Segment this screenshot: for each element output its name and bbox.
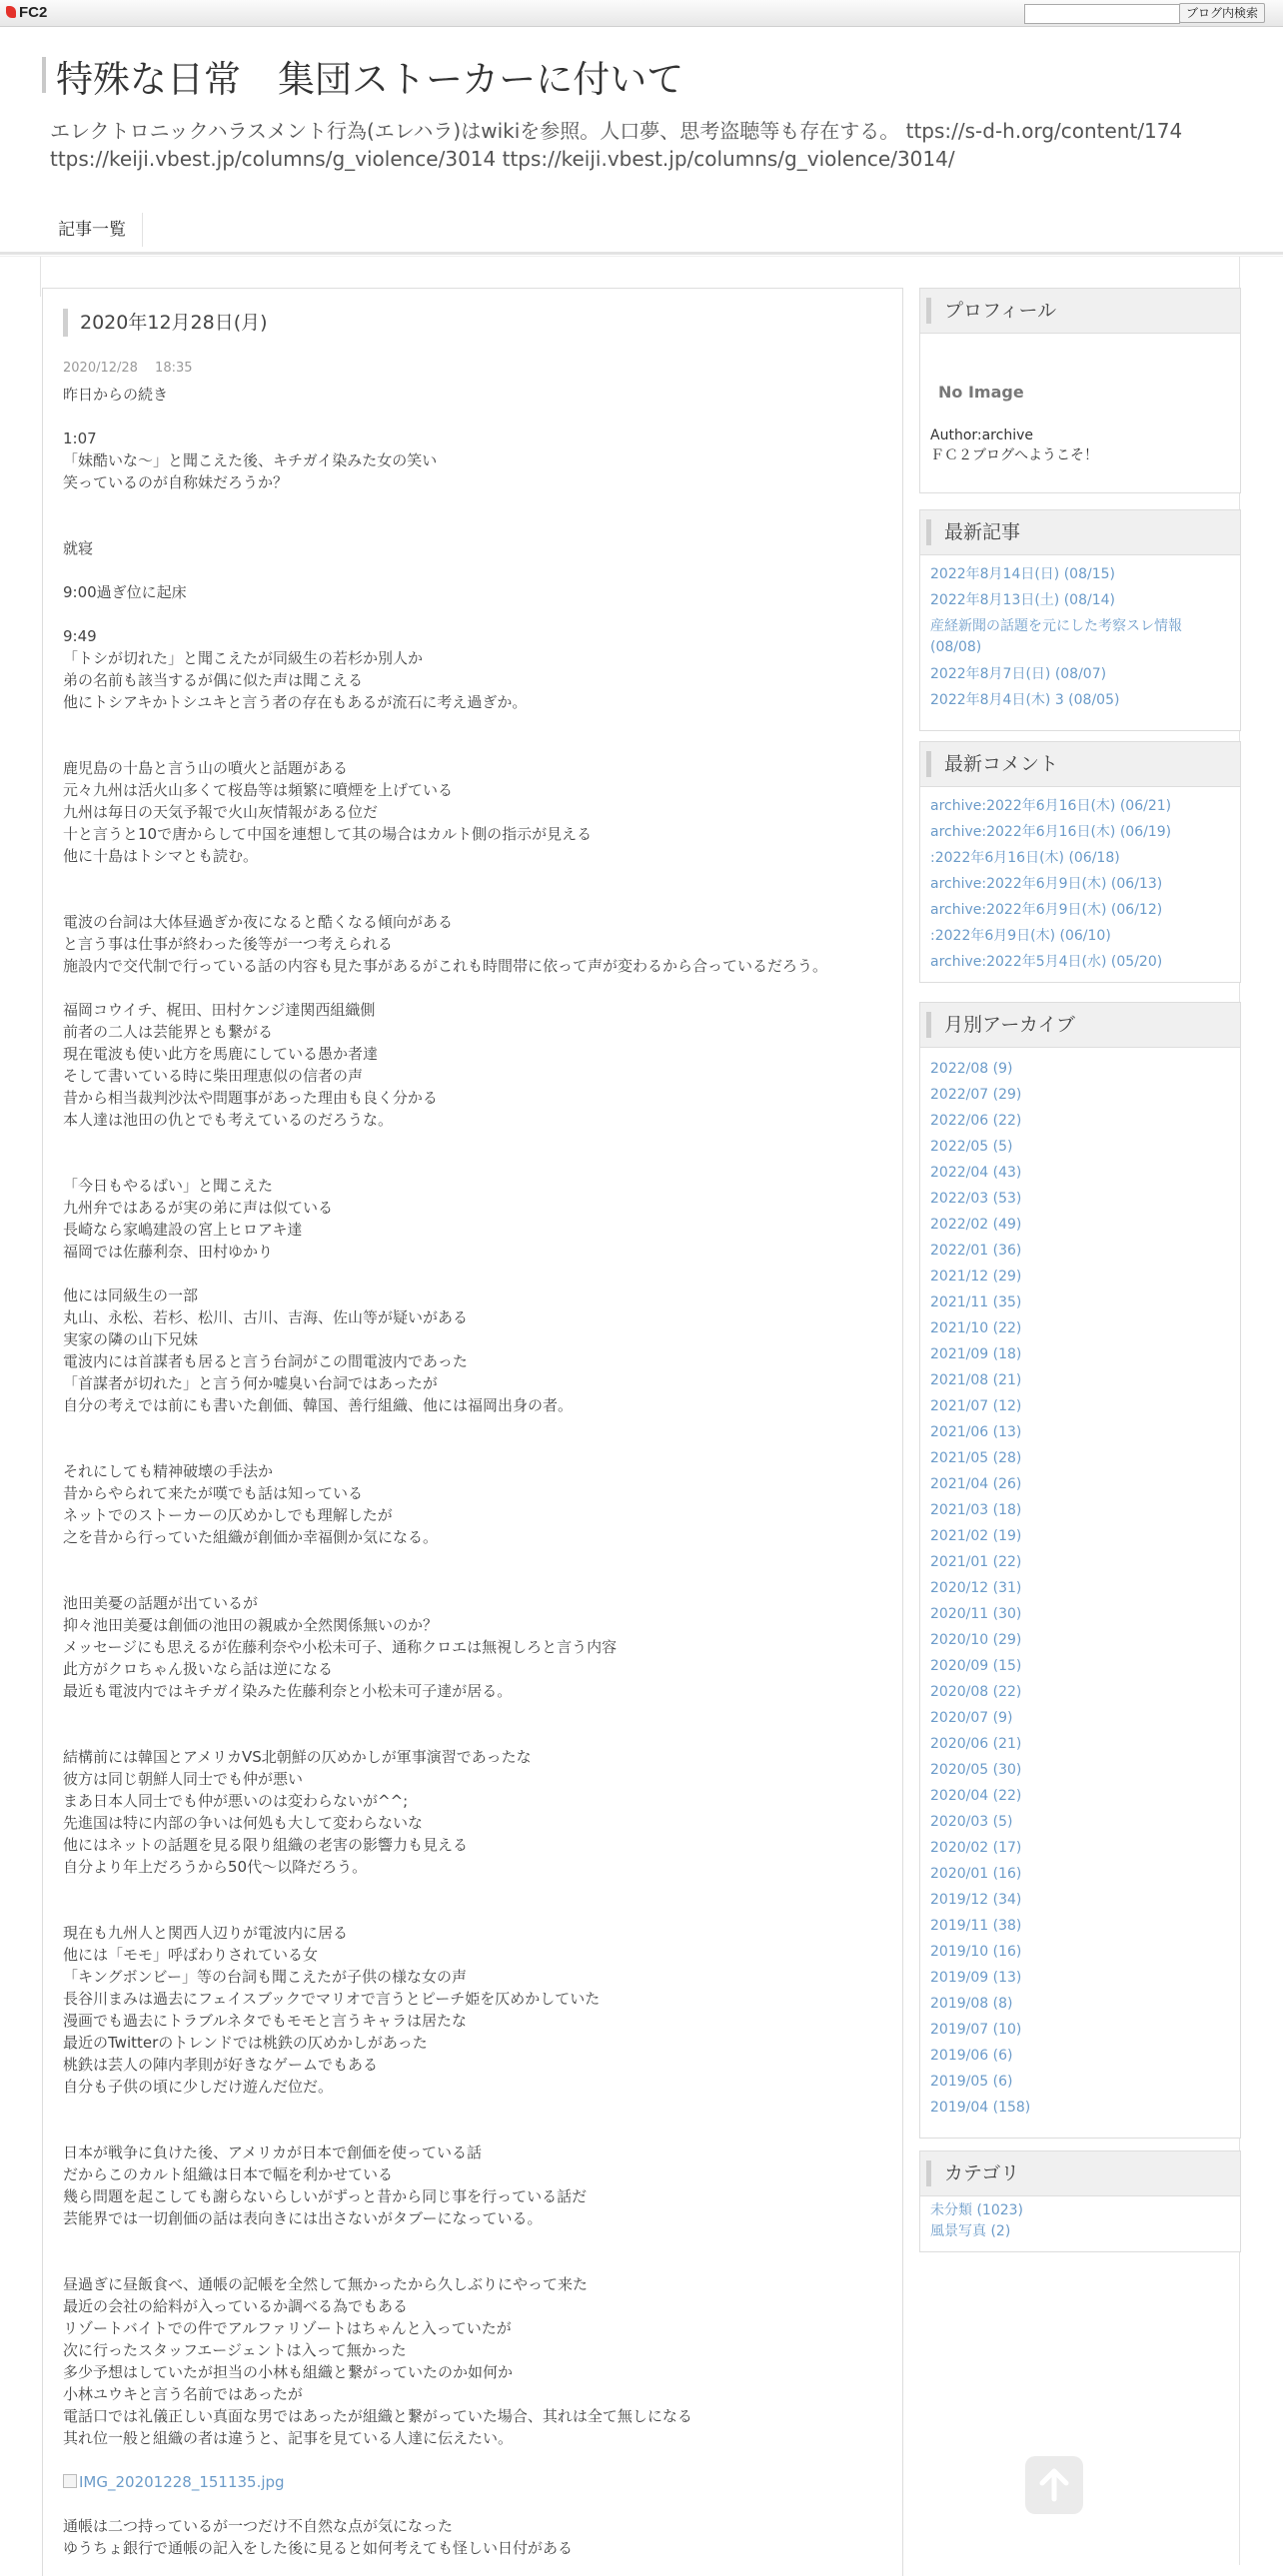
blog-description-line-2: ttps://keiji.vbest.jp/columns/g_violence/3014 ttps://keiji.vbest.jp/columns/g_violence/3014/ bbox=[50, 147, 955, 171]
entry-body bbox=[63, 384, 892, 2559]
blog-description bbox=[50, 117, 1279, 175]
entry-body-text-continued: 通帳は二つ持っているが一つだけ不自然な点が気になった ゆうちょ銀行で通帳の記入をした後に見ると如何考えても怪しい日付がある bbox=[63, 2517, 574, 2557]
sidebar-recent-comments bbox=[919, 741, 1241, 983]
recent-comment-link[interactable]: archive:2022年6月9日(木) (06/13) bbox=[930, 876, 1163, 892]
archive-month-link[interactable]: 2022/02 (49) bbox=[930, 1217, 1022, 1233]
archive-month-link[interactable]: 2020/07 (9) bbox=[930, 1710, 1013, 1726]
sidebar-archive-title: 月別アーカイブ bbox=[944, 1014, 1075, 1036]
archive-month-link[interactable]: 2021/12 (29) bbox=[930, 1269, 1022, 1285]
profile-no-image: No Image bbox=[938, 383, 1024, 402]
sidebar-recent-posts-title: 最新記事 bbox=[944, 521, 1021, 543]
sidebar-categories-title: カテゴリ bbox=[944, 2162, 1020, 2184]
archive-month-link[interactable]: 2022/07 (29) bbox=[930, 1087, 1022, 1103]
main-content bbox=[42, 288, 903, 2576]
archive-month-link[interactable]: 2019/08 (8) bbox=[930, 1996, 1013, 2012]
blog-search-button[interactable]: ブログ内検索 bbox=[1179, 3, 1265, 23]
left-guide-line bbox=[40, 257, 41, 297]
archive-month-link[interactable]: 2019/11 (38) bbox=[930, 1918, 1022, 1934]
category-link[interactable]: 未分類 (1023) bbox=[930, 2202, 1024, 2218]
archive-month-link[interactable]: 2022/04 (43) bbox=[930, 1165, 1022, 1181]
archive-month-link[interactable]: 2021/07 (12) bbox=[930, 1398, 1022, 1414]
archive-month-link[interactable]: 2021/05 (28) bbox=[930, 1450, 1022, 1466]
recent-post-link[interactable]: 2022年8月14日(日) (08/15) bbox=[930, 566, 1115, 582]
fc2-toolbar bbox=[0, 0, 1283, 27]
archive-month-link[interactable]: 2020/01 (16) bbox=[930, 1866, 1022, 1882]
sidebar-recent-posts-header bbox=[920, 510, 1240, 555]
archive-month-link[interactable]: 2020/02 (17) bbox=[930, 1840, 1022, 1856]
sidebar-title-accent bbox=[926, 298, 931, 324]
fc2-logo-text: FC2 bbox=[19, 4, 48, 21]
archive-month-link[interactable]: 2022/05 (5) bbox=[930, 1139, 1013, 1155]
archive-month-link[interactable]: 2019/10 (16) bbox=[930, 1944, 1022, 1960]
archive-month-link[interactable]: 2020/08 (22) bbox=[930, 1684, 1022, 1700]
header-divider bbox=[0, 252, 1283, 255]
archive-month-link[interactable]: 2020/04 (22) bbox=[930, 1788, 1022, 1804]
sidebar-recent-posts bbox=[919, 509, 1241, 731]
archive-month-link[interactable]: 2019/07 (10) bbox=[930, 2022, 1022, 2038]
entry-title[interactable]: 2020年12月28日(月) bbox=[63, 309, 268, 337]
archive-list bbox=[920, 1048, 1240, 2131]
archive-month-link[interactable]: 2021/01 (22) bbox=[930, 1554, 1022, 1570]
recent-post-link[interactable]: 2022年8月4日(木) 3 (08/05) bbox=[930, 692, 1120, 708]
archive-month-link[interactable]: 2019/04 (158) bbox=[930, 2100, 1031, 2116]
archive-month-link[interactable]: 2021/08 (21) bbox=[930, 1372, 1022, 1388]
recent-comment-link[interactable]: archive:2022年6月16日(木) (06/21) bbox=[930, 798, 1172, 814]
archive-month-link[interactable]: 2021/10 (22) bbox=[930, 1320, 1022, 1336]
profile-author: Author:archive bbox=[930, 428, 1033, 443]
profile-welcome: ＦＣ２ブログへようこそ！ bbox=[930, 447, 1098, 463]
archive-month-link[interactable]: 2020/06 (21) bbox=[930, 1736, 1022, 1752]
archive-month-link[interactable]: 2019/12 (34) bbox=[930, 1892, 1022, 1908]
sidebar-recent-comments-header bbox=[920, 742, 1240, 787]
archive-month-link[interactable]: 2020/11 (30) bbox=[930, 1606, 1022, 1622]
sidebar-categories-header bbox=[920, 2151, 1240, 2196]
sidebar-profile-header bbox=[920, 289, 1240, 334]
sidebar-profile-title: プロフィール bbox=[944, 300, 1057, 322]
scroll-to-top-button[interactable] bbox=[1025, 2456, 1083, 2514]
fc2-logo[interactable] bbox=[6, 4, 47, 21]
archive-month-link[interactable]: 2022/01 (36) bbox=[930, 1243, 1022, 1259]
entry-image-link[interactable] bbox=[63, 2473, 285, 2491]
archive-month-link[interactable]: 2020/03 (5) bbox=[930, 1814, 1013, 1830]
archive-month-link[interactable]: 2022/08 (9) bbox=[930, 1061, 1013, 1077]
recent-post-link[interactable]: 2022年8月7日(日) (08/07) bbox=[930, 666, 1107, 682]
sidebar-monthly-archive bbox=[919, 1002, 1241, 2139]
header-divider-thin bbox=[0, 256, 1283, 257]
nav-article-list[interactable]: 記事一覧 bbox=[42, 213, 143, 247]
sidebar-categories bbox=[919, 2150, 1241, 2252]
archive-month-link[interactable]: 2019/09 (13) bbox=[930, 1970, 1022, 1986]
archive-month-link[interactable]: 2020/12 (31) bbox=[930, 1580, 1022, 1596]
blog-description-line-1: エレクトロニックハラスメント行為(エレハラ)はwikiを参照。人口夢、思考盗聴等も存在する。 ttps://s-d-h.org/content/174 bbox=[50, 119, 1183, 143]
broken-image-icon bbox=[63, 2474, 77, 2488]
recent-post-link[interactable]: 2022年8月13日(土) (08/14) bbox=[930, 592, 1115, 608]
sidebar-title-accent bbox=[926, 519, 931, 545]
archive-month-link[interactable]: 2019/06 (6) bbox=[930, 2048, 1013, 2064]
fc2-logo-icon bbox=[6, 6, 16, 18]
archive-month-link[interactable]: 2021/04 (26) bbox=[930, 1476, 1022, 1492]
archive-month-link[interactable]: 2021/06 (13) bbox=[930, 1424, 1022, 1440]
archive-month-link[interactable]: 2021/09 (18) bbox=[930, 1346, 1022, 1362]
recent-comment-link[interactable]: archive:2022年6月9日(木) (06/12) bbox=[930, 902, 1163, 918]
blog-title[interactable]: 特殊な日常 集団ストーカーに付いて bbox=[56, 58, 684, 101]
sidebar-archive-header bbox=[920, 1003, 1240, 1048]
sidebar-title-accent bbox=[926, 1012, 931, 1038]
blog-search-input[interactable] bbox=[1024, 4, 1180, 24]
archive-month-link[interactable]: 2020/05 (30) bbox=[930, 1762, 1022, 1778]
category-link[interactable]: 風景写真 (2) bbox=[930, 2223, 1011, 2239]
archive-month-link[interactable]: 2020/09 (15) bbox=[930, 1658, 1022, 1674]
sidebar-title-accent bbox=[926, 751, 931, 777]
archive-month-link[interactable]: 2019/05 (6) bbox=[930, 2074, 1013, 2090]
title-accent-bar bbox=[42, 57, 46, 93]
entry-date: 2020/12/28 18:35 bbox=[63, 361, 193, 376]
sidebar-recent-comments-title: 最新コメント bbox=[944, 753, 1059, 775]
recent-post-link[interactable]: 産経新聞の話題を元にした考察スレ情報 (08/08) bbox=[930, 618, 1182, 655]
entry-body-text: 昨日からの続き 1:07 「妹酷いな～」と聞こえた後、キチガイ染みた女の笑い 笑っているのが自称妹だろうか？ 就寝 9:00過ぎ位に起床 9:49 「トシが切れた」と聞こえたが同級生の若杉か別人か 弟の名前も該当するが偶に似た声は聞こえる 他にトシアキかトシユキと言う者の存在もあるが流石に考え過ぎか。 鹿児島の十島と言う山の噴火と話題がある 元々九州は活火山多くて桜島等は頻繁に噴煙を上げている 九州は毎日の天気予報で火山灰情報がある位だ 十と言うと10で唐からして中国を連想して其の場合はカルト側の指示が見える 他に十島はトシマとも読む。 電波の台詞は大体昼過ぎか夜になると酷くなる傾向がある と言う事は仕事が終わった後等が一つ考えられる 施設内で交代制で行っている話の内容も見た事があるがこれも時間帯に依って声が変わるから合っているだろう。 福岡コウイチ、梶田、田村ケンジ達関西組織側 前者の二人は芸能界とも繋がる 現在電波も使い此方を馬鹿にしている愚か者達 そして書いている時に柴田理恵似の信者の声 昔から相当裁判沙汰や問題事があった理由も良く分かる 本人達は池田の仇とでも考えているのだろうな。 「今日もやるばい」と聞こえた 九州弁ではあるが実の弟に声は似ている 長崎なら家嶋建設の宮上ヒロアキ達 福岡では佐藤利奈、田村ゆかり 他には同級生の一部 丸山、永松、若杉、松川、古川、吉海、佐山等が疑いがある 実家の隣の山下兄妹 電波内には首謀者も居ると言う台詞がこの間電波内であった 「首謀者が切れた」と言う何か嘘臭い台詞ではあったが 自分の考えでは前にも書いた創価、韓国、善行組織、他には福岡出身の者。 それにしても精神破壊の手法か 昔からやられて来たが嘆でも話は知っている ネットでのストーカーの仄めかしでも理解したが 之を昔から行っていた組織が創価か幸福側か気になる。 池田美憂の話題が出ているが 抑々池田美憂は創価の池田の親戚か全然関係無いのか？ メッセージにも思えるが佐藤利奈や小松未可子、通称クロエは無視しろと言う内容 此方がクロちゃん扱いなら話は逆になる 最近も電波内ではキチガイ染みた佐藤利奈と小松未可子達が居る。 結構前には韓国とアメリカVS北朝鮮の仄めかしが軍事演習であったな 彼方は同じ朝鮮人同士でも仲が悪い まあ日本人同士でも仲が悪いのは変わらないが^^; 先進国は特に内部の争いは何処も大して変わらないな 他にはネットの話題を見る限り組織の老害の影響力も見える 自分より年上だろうから50代～以降だろう。 現在も九州人と関西人辺りが電波内に居る 他には「モモ」呼ばわりされている女 「キングボンビー」等の台詞も聞こえたが子供の様な女の声 長谷川まみは過去にフェイスブックでマリオで言うとピーチ姫を仄めかしていた 漫画でも過去にトラブルネタでもモモと言うキャラは居たな 最近のTwitterのトレンドでは桃鉄の仄めかしがあった 桃鉄は芸人の陣内孝則が好きなゲームでもある 自分も子供の頃に少しだけ遊んだ位だ。 日本が戦争に負けた後、アメリカが日本で創価を使っている話 だからこのカルト組織は日本で幅を利かせている 幾ら問題を起こしても謝らないらしいがずっと昔から同じ事を行っている話だ 芸能界では一切創価の話は表向きには出さないがタブーになっている。 昼過ぎに昼飯食べ、通帳の記帳を全然して無かったから久しぶりにやって来た 最近の会社の給料が入っているか調べる為でもある リゾートバイトでの件でアルファリゾートはちゃんと入っていたが 次に行ったスタッフエージェントは入って無かった 多少予想はしていたが担当の小林も組織と繋がっていたのか如何か 小林ユウキと言う名前ではあったが 電話口では礼儀正しい真面な男ではあったが組織と繋がっていた場合、其れは全て無しになる 其れ位一般と組織の者は違うと、記事を見ている人達に伝えたい。 bbox=[63, 386, 828, 2447]
recent-comment-link[interactable]: archive:2022年5月4日(水) (05/20) bbox=[930, 954, 1163, 970]
arrow-up-icon bbox=[1034, 2465, 1074, 2505]
archive-month-link[interactable]: 2021/03 (18) bbox=[930, 1502, 1022, 1518]
archive-month-link[interactable]: 2021/02 (19) bbox=[930, 1528, 1022, 1544]
archive-month-link[interactable]: 2020/10 (29) bbox=[930, 1632, 1022, 1648]
sidebar-title-accent bbox=[926, 2160, 931, 2186]
blog-header bbox=[0, 27, 1283, 257]
recent-comment-link[interactable]: archive:2022年6月16日(木) (06/19) bbox=[930, 824, 1172, 840]
archive-month-link[interactable]: 2022/06 (22) bbox=[930, 1113, 1022, 1129]
archive-month-link[interactable]: 2021/11 (35) bbox=[930, 1294, 1022, 1310]
archive-month-link[interactable]: 2022/03 (53) bbox=[930, 1191, 1022, 1207]
recent-comment-link[interactable]: :2022年6月16日(木) (06/18) bbox=[930, 850, 1120, 866]
sidebar-profile bbox=[919, 288, 1241, 493]
entry-image-alt: IMG_20201228_151135.jpg bbox=[79, 2473, 285, 2491]
recent-comment-link[interactable]: :2022年6月9日(木) (06/10) bbox=[930, 928, 1111, 944]
